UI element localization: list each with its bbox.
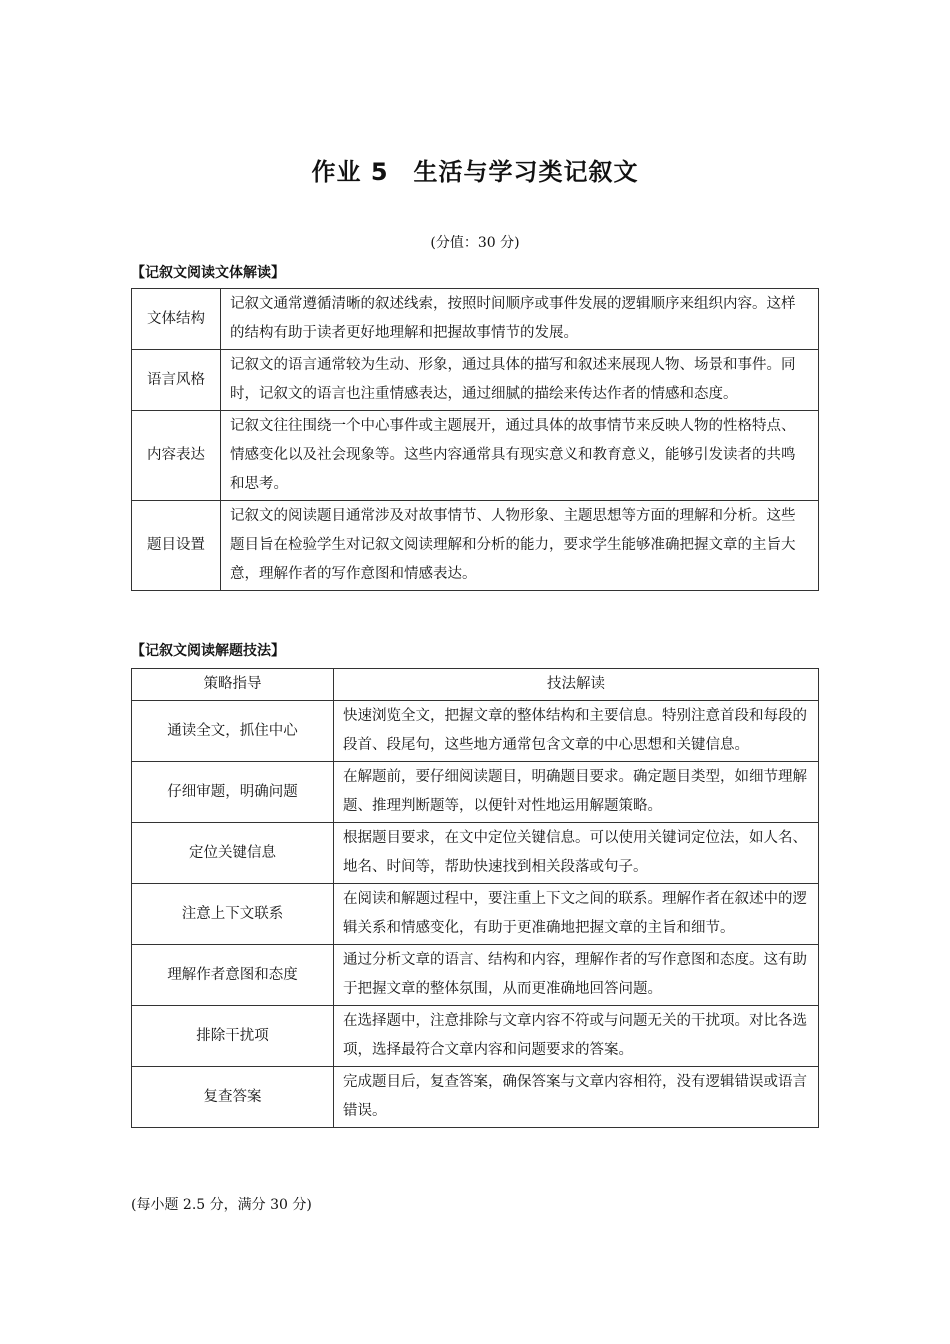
strategy-cell: 排除干扰项 xyxy=(132,1006,334,1067)
genre-text: 记叙文通常遵循清晰的叙述线索，按照时间顺序或事件发展的逻辑顺序来组织内容。这样的结构有助于读者更好地理解和把握故事情节的发展。 xyxy=(221,289,819,350)
column-header-skill: 技法解读 xyxy=(334,669,819,701)
genre-text: 记叙文的语言通常较为生动、形象，通过具体的描写和叙述来展现人物、场景和事件。同时，记叙文的语言也注重情感表达，通过细腻的描绘来传达作者的情感和态度。 xyxy=(221,350,819,411)
table-row xyxy=(132,289,819,350)
skill-text: 快速浏览全文，把握文章的整体结构和主要信息。特别注意首段和每段的段首、段尾句，这些地方通常包含文章的中心思想和关键信息。 xyxy=(334,701,819,762)
skill-text: 根据题目要求，在文中定位关键信息。可以使用关键词定位法，如人名、地名、时间等，帮助快速找到相关段落或句子。 xyxy=(334,823,819,884)
skill-text: 在选择题中，注意排除与文章内容不符或与问题无关的干扰项。对比各选项，选择最符合文章内容和问题要求的答案。 xyxy=(334,1006,819,1067)
table-row xyxy=(132,762,819,823)
page-title: 作业 5 生活与学习类记叙文 xyxy=(311,158,639,186)
footer-note: (每小题 2.5 分，满分 30 分) xyxy=(131,1197,312,1213)
skills-table xyxy=(131,668,819,1128)
strategy-cell: 注意上下文联系 xyxy=(132,884,334,945)
genre-text: 记叙文的阅读题目通常涉及对故事情节、人物形象、主题思想等方面的理解和分析。这些题目旨在检验学生对记叙文阅读理解和分析的能力，要求学生能够准确把握文章的主旨大意，理解作者的写作意图和情感表达。 xyxy=(221,501,819,591)
table-row xyxy=(132,350,819,411)
strategy-cell: 定位关键信息 xyxy=(132,823,334,884)
table-row xyxy=(132,1067,819,1128)
table-row xyxy=(132,945,819,1006)
score-note: (分值：30 分) xyxy=(430,235,520,251)
skill-text: 在阅读和解题过程中，要注重上下文之间的联系。理解作者在叙述中的逻辑关系和情感变化，有助于更准确地把握文章的主旨和细节。 xyxy=(334,884,819,945)
genre-section-heading: 【记叙文阅读文体解读】 xyxy=(131,265,285,281)
strategy-cell: 理解作者意图和态度 xyxy=(132,945,334,1006)
column-header-strategy: 策略指导 xyxy=(132,669,334,701)
strategy-cell: 复查答案 xyxy=(132,1067,334,1128)
genre-label: 语言风格 xyxy=(132,350,221,411)
table-row xyxy=(132,411,819,501)
skill-text: 完成题目后，复查答案，确保答案与文章内容相符，没有逻辑错误或语言错误。 xyxy=(334,1067,819,1128)
table-row xyxy=(132,701,819,762)
table-row xyxy=(132,1006,819,1067)
genre-label: 内容表达 xyxy=(132,411,221,501)
table-row xyxy=(132,823,819,884)
table-row xyxy=(132,501,819,591)
skill-text: 在解题前，要仔细阅读题目，明确题目要求。确定题目类型，如细节理解题、推理判断题等，以便针对性地运用解题策略。 xyxy=(334,762,819,823)
genre-table xyxy=(131,288,819,591)
strategy-cell: 仔细审题，明确问题 xyxy=(132,762,334,823)
table-row xyxy=(132,884,819,945)
table-header-row xyxy=(132,669,819,701)
genre-label: 文体结构 xyxy=(132,289,221,350)
skill-text: 通过分析文章的语言、结构和内容，理解作者的写作意图和态度。这有助于把握文章的整体氛围，从而更准确地回答问题。 xyxy=(334,945,819,1006)
skills-section-heading: 【记叙文阅读解题技法】 xyxy=(131,643,285,659)
strategy-cell: 通读全文，抓住中心 xyxy=(132,701,334,762)
genre-label: 题目设置 xyxy=(132,501,221,591)
genre-text: 记叙文往往围绕一个中心事件或主题展开，通过具体的故事情节来反映人物的性格特点、情感变化以及社会现象等。这些内容通常具有现实意义和教育意义，能够引发读者的共鸣和思考。 xyxy=(221,411,819,501)
